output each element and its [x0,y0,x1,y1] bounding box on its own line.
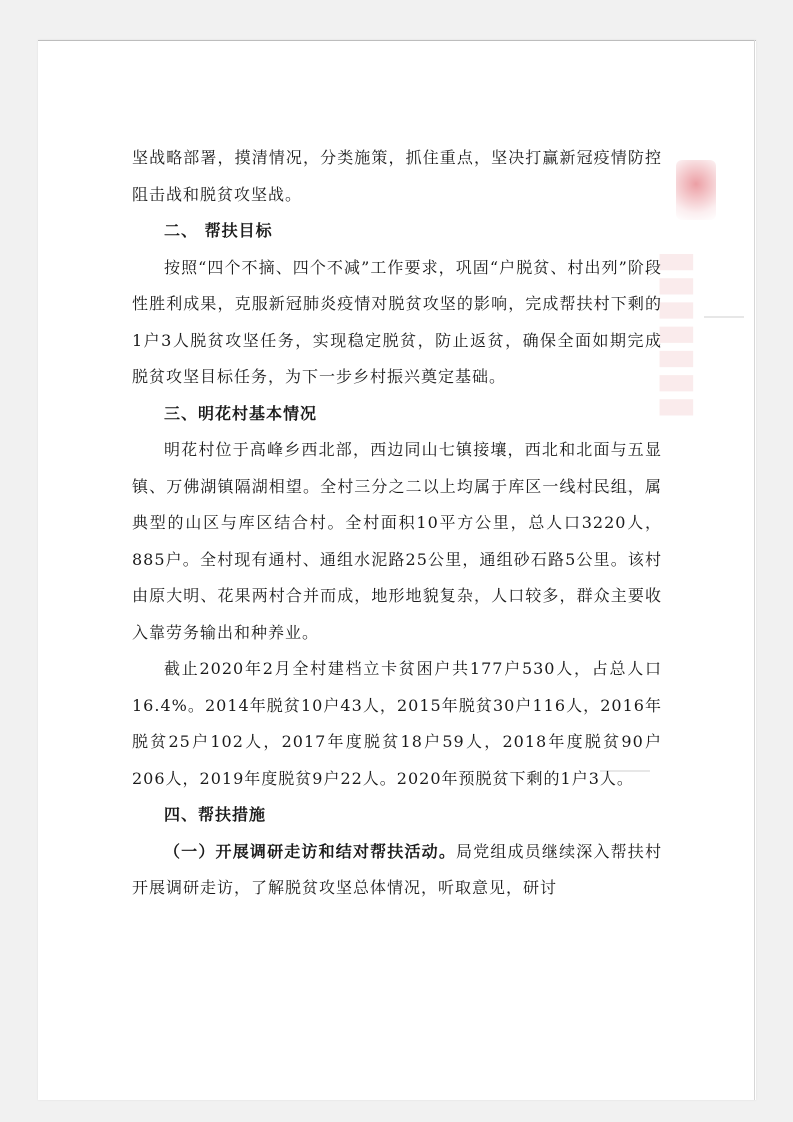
page-top-edge [38,40,756,41]
scan-dash-mark [704,316,744,318]
section-heading-measures: 四、帮扶措施 [164,805,267,824]
section-heading-village: 三、明花村基本情况 [164,403,318,423]
section-heading-goals: 二、 帮扶目标 [164,221,273,240]
measure-1-lead: （一）开展调研走访和结对帮扶活动。 [164,841,457,861]
red-seal-fragment [676,160,716,220]
paragraph-statistics: 截止2020年2月全村建档立卡贫困户共177户530人，占总人口16.4%。2014年脱贫10户43人，2015年脱贫30户116人，2016年脱贫25户102人，2017年度脱贫18户59人，2018年度脱贫90户206人，2019年度脱贫9户22人。2020年预脱贫下剩的1户3人。 [132,659,662,788]
paragraph-goals: 按照“四个不摘、四个不减”工作要求，巩固“户脱贫、村出列”阶段性胜利成果，克服新冠肺炎疫情对脱贫攻坚的影响，完成帮扶村下剩的1户3人脱贫攻坚任务，实现稳定脱贫，防止返贫，确保全面如期完成脱贫攻坚目标任务，为下一步乡村振兴奠定基础。 [132,257,662,386]
measure-1-body: 局党组成员继续深入帮扶村开展调研走访，了解脱贫攻坚总体情况，听取意见，研讨 [132,841,662,897]
document-body [132,140,662,907]
paragraph-measure-1 [132,834,662,907]
paragraph-village: 明花村位于高峰乡西北部，西边同山七镇接壤，西北和北面与五显镇、万佛湖镇隔湖相望。全村三分之二以上均属于库区一线村民组，属典型的山区与库区结合村。全村面积10平方公里，总人口3220人，885户。全村现有通村、通组水泥路25公里，通组砂石路5公里。该村由原大明、花果两村合并而成，地形地貌复杂，人口较多，群众主要收入靠劳务输出和种养业。 [132,440,662,642]
page-right-edge [754,40,755,1100]
paragraph-intro: 坚战略部署，摸清情况，分类施策，抓住重点，坚决打赢新冠疫情防控阻击战和脱贫攻坚战。 [132,148,662,204]
